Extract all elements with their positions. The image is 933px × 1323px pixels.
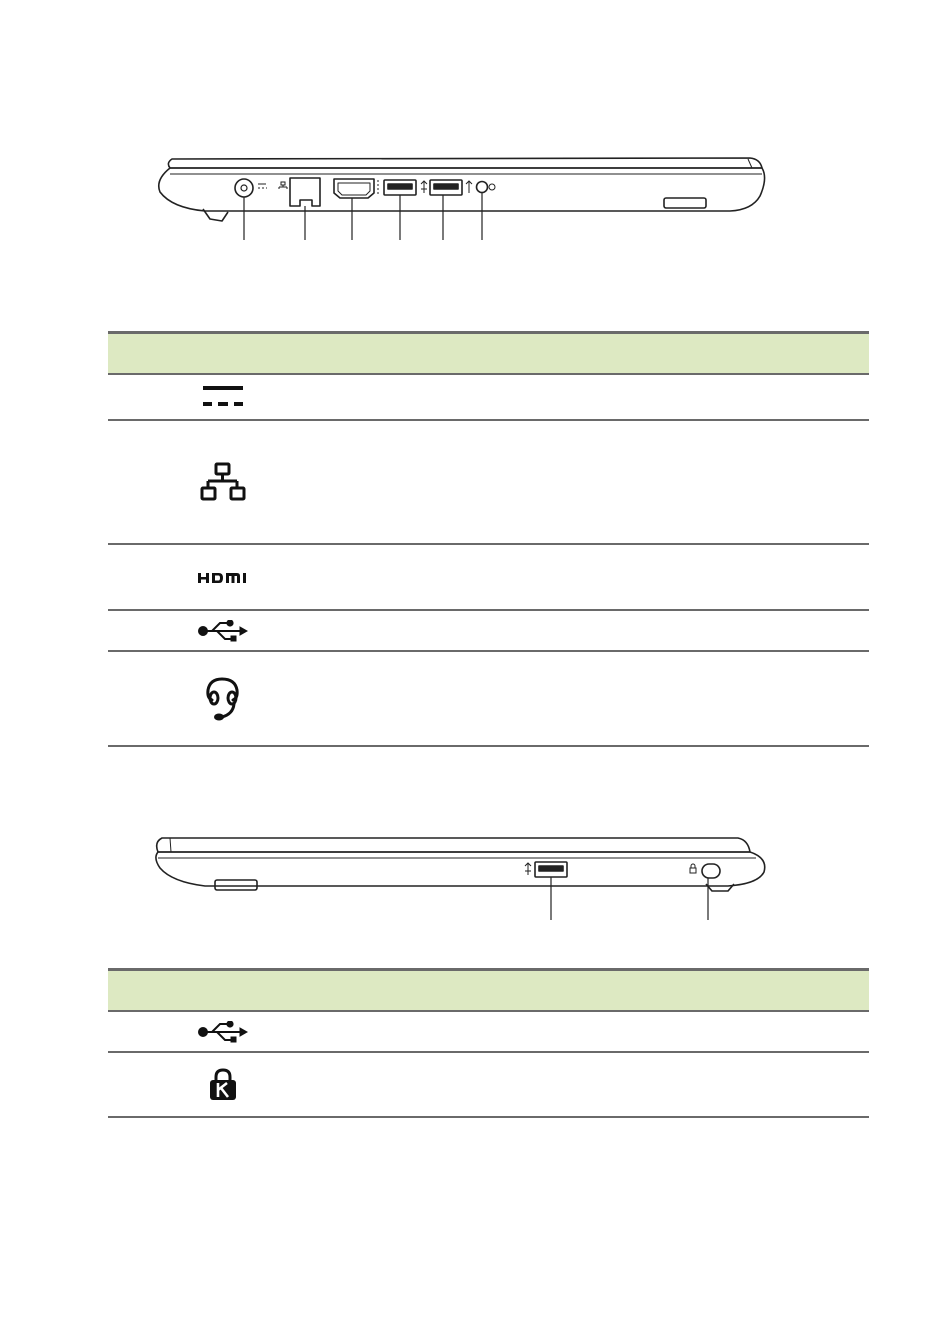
- table-header-row: [108, 970, 869, 1012]
- row-description: [278, 374, 869, 420]
- kensington-lock-icon: [208, 1068, 238, 1102]
- left-ports-table: [108, 331, 869, 747]
- table-row: [108, 610, 869, 651]
- row-number: [108, 374, 168, 420]
- laptop-right-side-illustration: [0, 820, 933, 930]
- right-ports-table: [108, 968, 869, 1118]
- header-description: [278, 970, 869, 1012]
- laptop-left-side-illustration: [0, 140, 933, 250]
- table-row: [108, 420, 869, 544]
- row-description: [278, 420, 869, 544]
- row-description: [278, 1052, 869, 1117]
- usb-icon: [198, 1021, 248, 1043]
- row-number: [108, 1052, 168, 1117]
- row-number: [108, 544, 168, 610]
- table-row: [108, 544, 869, 610]
- table-header-row: [108, 333, 869, 375]
- table-row: [108, 374, 869, 420]
- table-row: [108, 1052, 869, 1117]
- row-description: [278, 610, 869, 651]
- header-description: [278, 333, 869, 375]
- table-row: [108, 1011, 869, 1052]
- header-icon: [168, 333, 278, 375]
- table-row: [108, 651, 869, 746]
- headset-icon: [204, 676, 242, 722]
- row-number: [108, 610, 168, 651]
- row-number: [108, 651, 168, 746]
- row-number: [108, 420, 168, 544]
- header-number: [108, 333, 168, 375]
- row-description: [278, 544, 869, 610]
- hdmi-icon: [198, 571, 248, 585]
- usb-icon: [198, 620, 248, 642]
- header-number: [108, 970, 168, 1012]
- ethernet-network-icon: [200, 462, 246, 502]
- left-side-view-figure: [0, 140, 933, 250]
- row-description: [278, 651, 869, 746]
- row-description: [278, 1011, 869, 1052]
- row-number: [108, 1011, 168, 1052]
- dc-power-icon: [203, 386, 243, 408]
- header-icon: [168, 970, 278, 1012]
- right-side-view-figure: [0, 820, 933, 930]
